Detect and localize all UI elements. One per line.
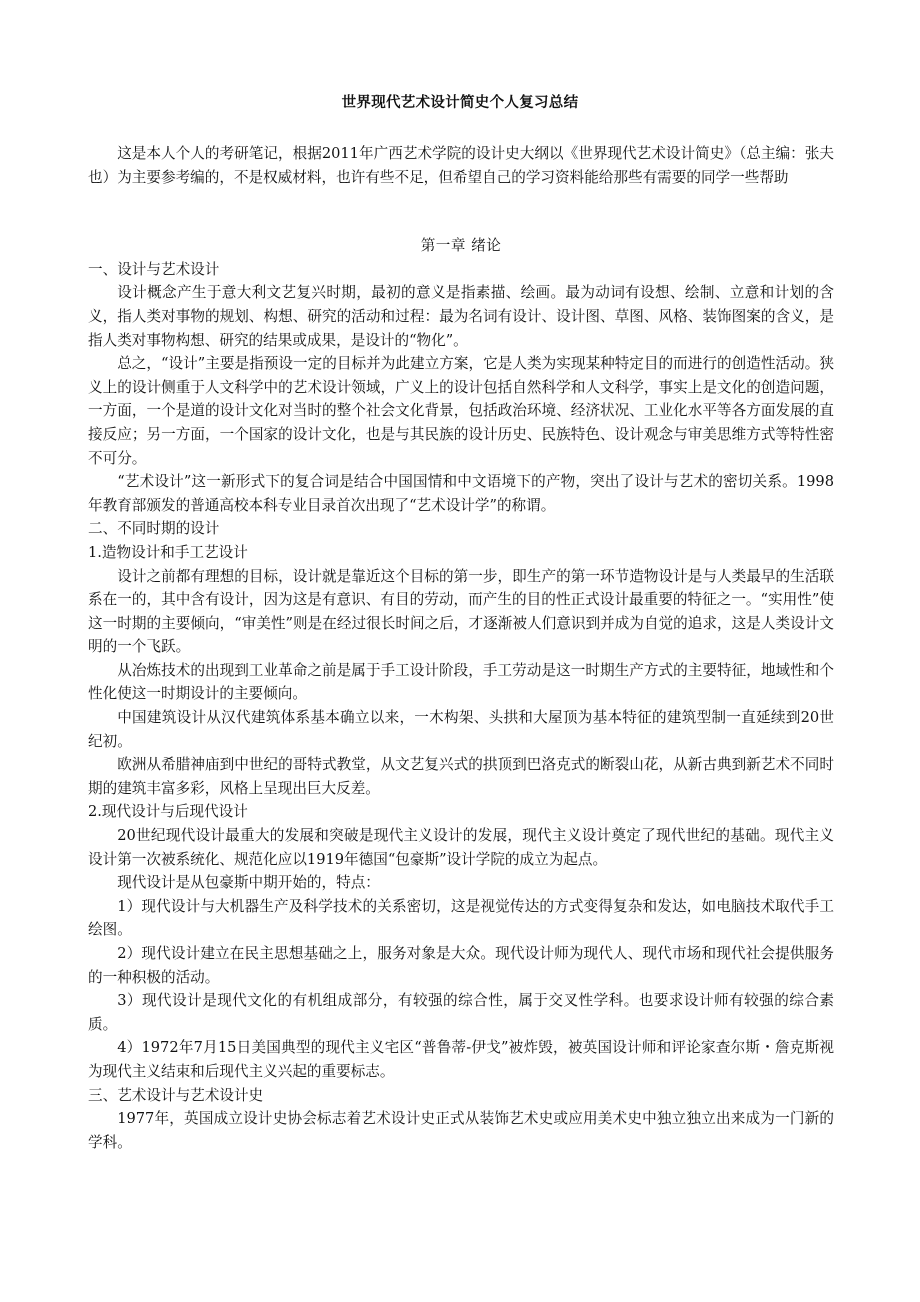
paragraph: 1977年，英国成立设计史协会标志着艺术设计史正式从装饰艺术史或应用美术史中独立独立出来成为一门新的学科。 [88, 1110, 834, 1151]
paragraph: 欧洲从希腊神庙到中世纪的哥特式教堂，从文艺复兴式的拱顶到巴洛克式的断裂山花，从新古典到新艺术不同时期的建筑丰富多彩，风格上呈现出巨大反差。 [88, 756, 834, 797]
paragraph: 中国建筑设计从汉代建筑体系基本确立以来，一木构架、头拱和大屋顶为基本特征的建筑型制一直延续到20世纪初。 [88, 709, 834, 750]
paragraph: 设计之前都有理想的目标，设计就是靠近这个目标的第一步，即生产的第一环节造物设计是与人类最早的生活联系在一的，其中含有设计，因为这是有意识、有目的劳动，而产生的目的性正式设计最重要的特征之一。“实用性”使这一时期的主要倾向，“审美性”则是在经过很长时间之后，才逐渐被人们意识到并成为自觉的追求，这是人类设计文明的一个飞跃。 [88, 567, 834, 656]
list-item: 3）现代设计是现代文化的有机组成部分，有较强的综合性，属于交叉性学科。也要求设计师有较强的综合素质。 [88, 992, 834, 1033]
intro-paragraph: 这是本人个人的考研笔记，根据2011年广西艺术学院的设计史大纲以《世界现代艺术设计简史》（总主编：张夫也）为主要参考编的，不是权威材料，也许有些不足，但希望自己的学习资料能给那些有需要的同学一些帮助 [88, 145, 834, 186]
subsection-heading: 1.造物设计和手工艺设计 [88, 543, 248, 561]
paragraph: “艺术设计”这一新形式下的复合词是结合中国国情和中文语境下的产物，突出了设计与艺术的密切关系。1998年教育部颁发的普通高校本科专业目录首次出现了“艺术设计学”的称谓。 [88, 473, 834, 514]
section-heading: 一、设计与艺术设计 [88, 260, 220, 278]
document-body [88, 142, 834, 1154]
document-title: 世界现代艺术设计简史个人复习总结 [341, 94, 579, 111]
chapter-heading: 第一章 绪论 [420, 237, 502, 255]
list-item: 1）现代设计与大机器生产及科学技术的关系密切，这是视觉传达的方式变得复杂和发达，如电脑技术取代手工绘图。 [88, 897, 834, 939]
section-heading: 二、不同时期的设计 [88, 520, 220, 538]
list-item: 4）1972年7月15日美国典型的现代主义宅区“普鲁蒂-伊戈”被炸毁，被英国设计师和评论家查尔斯・詹克斯视为现代主义结束和后现代主义兴起的重要标志。 [88, 1039, 834, 1080]
paragraph: 20世纪现代设计最重大的发展和突破是现代主义设计的发展，现代主义设计奠定了现代世纪的基础。现代主义设计第一次被系统化、规范化应以1919年德国“包豪斯”设计学院的成立为起点。 [88, 827, 834, 868]
section-3 [88, 1084, 834, 1155]
list-item: 2）现代设计建立在民主思想基础之上，服务对象是大众。现代设计师为现代人、现代市场和现代社会提供服务的一种积极的活动。 [88, 945, 834, 986]
paragraph: 从冶炼技术的出现到工业革命之前是属于手工设计阶段，手工劳动是这一时期生产方式的主要特征，地域性和个性化使这一时期设计的主要倾向。 [88, 661, 834, 703]
paragraph: 设计概念产生于意大利文艺复兴时期，最初的意义是指素描、绘画。最为动词有设想、绘制、立意和计划的含义，指人类对事物的规划、构想、研究的活动和过程：最为名词有设计、设计图、草图、风格、装饰图案的含义，是指人类对事物构想、研究的结果或成果，是设计的“物化”。 [88, 284, 834, 349]
subsection-heading: 2.现代设计与后现代设计 [88, 803, 248, 821]
section-1 [88, 258, 834, 518]
paragraph: 总之，“设计”主要是指预设一定的目标并为此建立方案，它是人类为实现某种特定目的而进行的创造性活动。狭义上的设计侧重于人文科学中的艺术设计领域，广义上的设计包括自然科学和人文科学，事实上是文化的创造问题，一方面，一个是道的设计文化对当时的整个社会文化背景，包括政治环境、经济状况、工业化水平等各方面发展的直接反应；另一方面，一个国家的设计文化，也是与其民族的设计历史、民族特色、设计观念与审美思维方式等特性密不可分。 [88, 355, 834, 467]
subsection-2 [88, 800, 834, 1083]
spacer [88, 189, 834, 213]
section-heading: 三、艺术设计与艺术设计史 [88, 1086, 264, 1104]
paragraph: 现代设计是从包豪斯中期开始的，特点： [117, 874, 380, 892]
subsection-1 [88, 541, 834, 801]
section-2 [88, 517, 834, 541]
